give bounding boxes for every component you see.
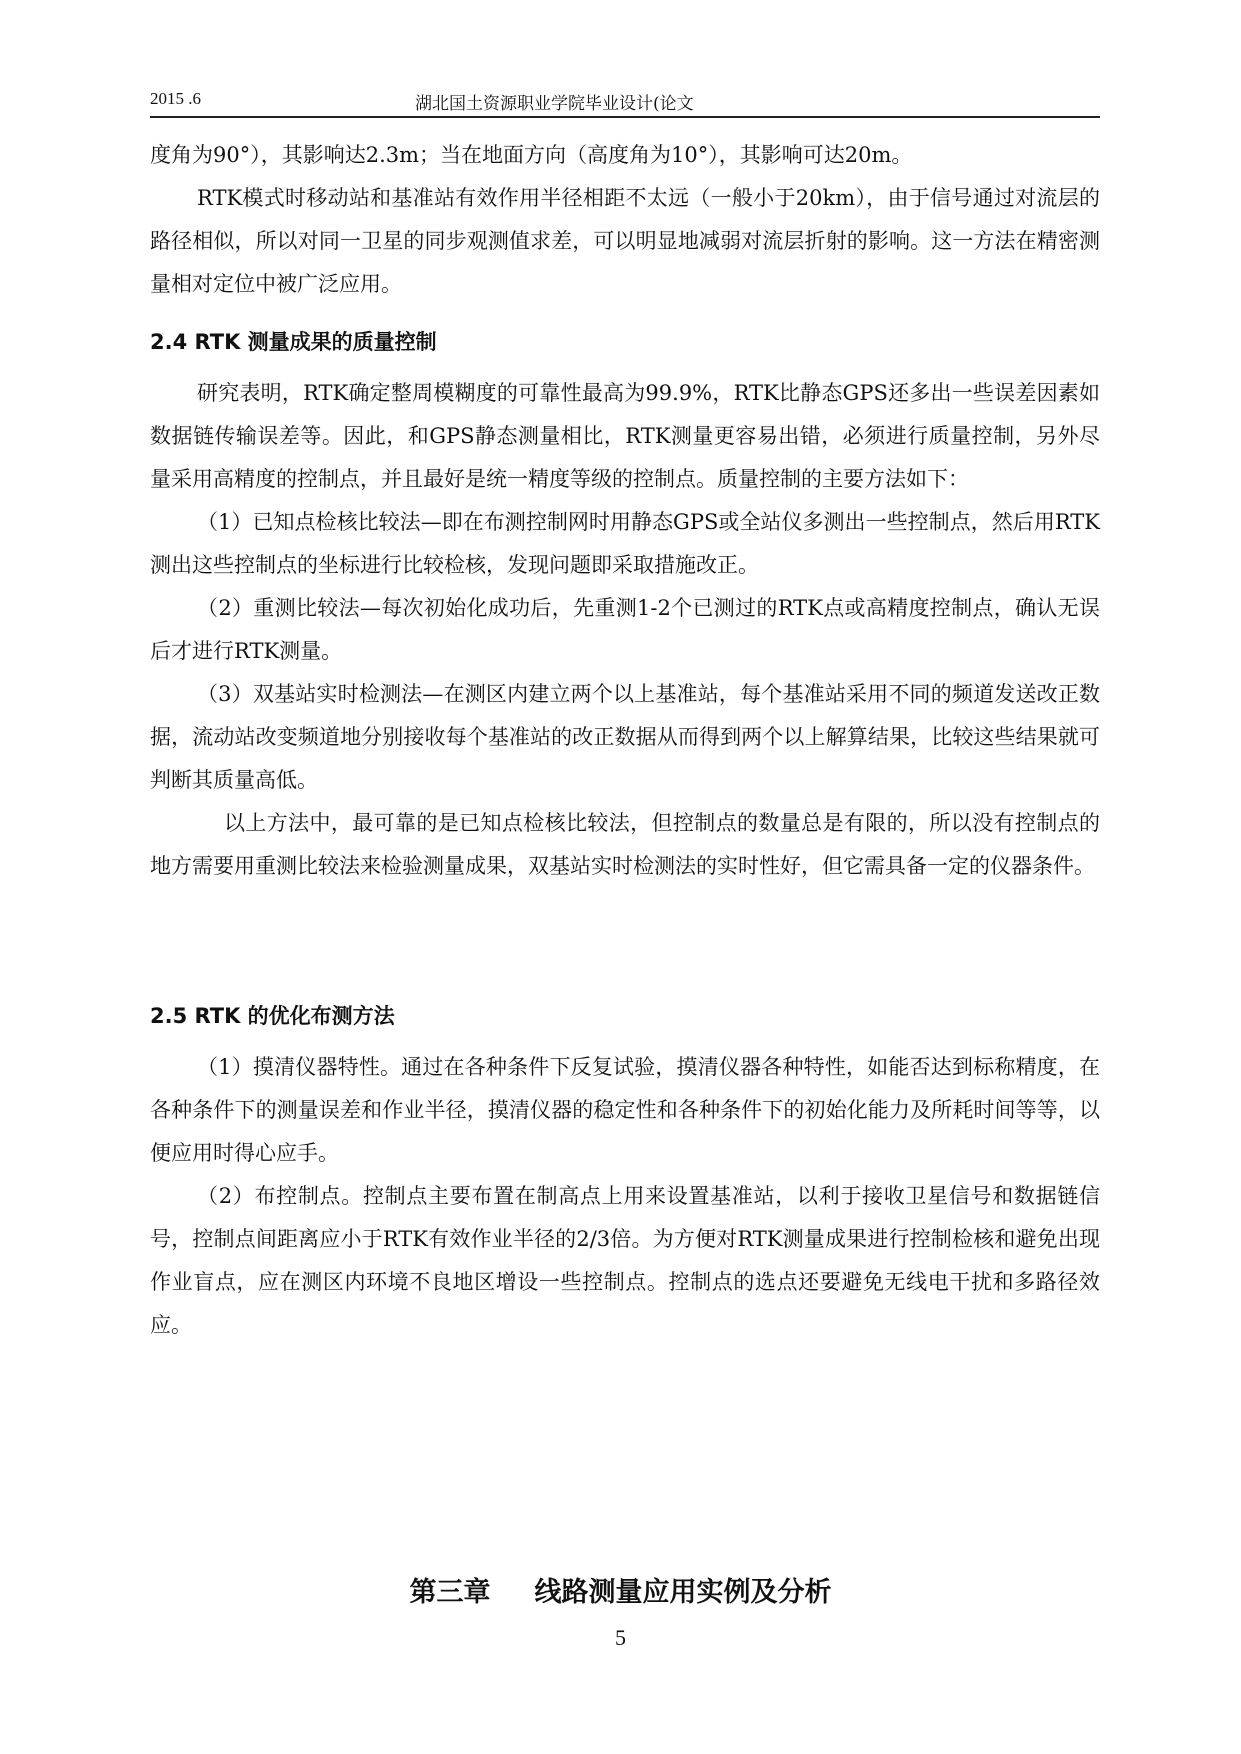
chapter-heading: [0, 1570, 1241, 1609]
paragraph-instrument-characteristics: （1）摸清仪器特性。通过在各种条件下反复试验，摸清仪器各种特性，如能否达到标称精度，在各种条件下的测量误差和作业半径，摸清仪器的稳定性和各种条件下的初始化能力及所耗时间等等，以便应用时得心应手。: [150, 1055, 1100, 1165]
paragraph-troposphere: RTK模式时移动站和基准站有效作用半径相距不太远（一般小于20km），由于信号通过对流层的路径相似，所以对同一卫星的同步观测值求差，可以明显地减弱对流层折射的影响。这一方法在精密测量相对定位中被广泛应用。: [150, 186, 1100, 296]
header-date: 2015 .6: [150, 89, 201, 108]
paragraph-quality-intro: 研究表明，RTK确定整周模糊度的可靠性最高为99.9%，RTK比静态GPS还多出一些误差因素如数据链传输误差等。因此，和GPS静态测量相比，RTK测量更容易出错，必须进行质量控制，另外尽量采用高精度的控制点，并且最好是统一精度等级的控制点。质量控制的主要方法如下：: [150, 381, 1100, 491]
body-block-1: [150, 134, 1100, 306]
chapter-number: 第三章: [409, 1577, 491, 1608]
paragraph-method-3: （3）双基站实时检测法—在测区内建立两个以上基准站，每个基准站采用不同的频道发送改正数据，流动站改变频道地分别接收每个基准站的改正数据从而得到两个以上解算结果，比较这些结果就可判断其质量高低。: [150, 682, 1100, 792]
section-heading-2-4: 2.4 RTK 测量成果的质量控制: [150, 330, 437, 354]
paragraph-continuation: 度角为90°），其影响达2.3m；当在地面方向（高度角为10°），其影响可达20m。: [150, 143, 913, 167]
body-block-2: [150, 372, 1100, 888]
paragraph-method-2: （2）重测比较法—每次初始化成功后，先重测1-2个已测过的RTK点或高精度控制点，确认无误后才进行RTK测量。: [150, 596, 1100, 663]
section-heading-2-5: 2.5 RTK 的优化布测方法: [150, 1004, 395, 1028]
body-block-3: [150, 1046, 1100, 1347]
chapter-title: 线路测量应用实例及分析: [534, 1577, 832, 1608]
paragraph-method-1: （1）已知点检核比较法—即在布测控制网时用静态GPS或全站仪多测出一些控制点，然后用RTK测出这些控制点的坐标进行比较检核，发现问题即采取措施改正。: [150, 510, 1100, 577]
paragraph-methods-summary: 以上方法中，最可靠的是已知点检核比较法，但控制点的数量总是有限的，所以没有控制点的地方需要用重测比较法来检验测量成果，双基站实时检测法的实时性好，但它需具备一定的仪器条件。: [150, 811, 1100, 878]
header-title: 湖北国土资源职业学院毕业设计(论文: [415, 94, 694, 114]
paragraph-control-points: （2）布控制点。控制点主要布置在制高点上用来设置基准站，以利于接收卫星信号和数据链信号，控制点间距离应小于RTK有效作业半径的2/3倍。为方便对RTK测量成果进行控制检核和避免出现作业盲点，应在测区内环境不良地区增设一些控制点。控制点的选点还要避免无线电干扰和多路径效应。: [150, 1184, 1100, 1337]
running-header: [150, 86, 1100, 118]
page-number: 5: [615, 1625, 626, 1650]
